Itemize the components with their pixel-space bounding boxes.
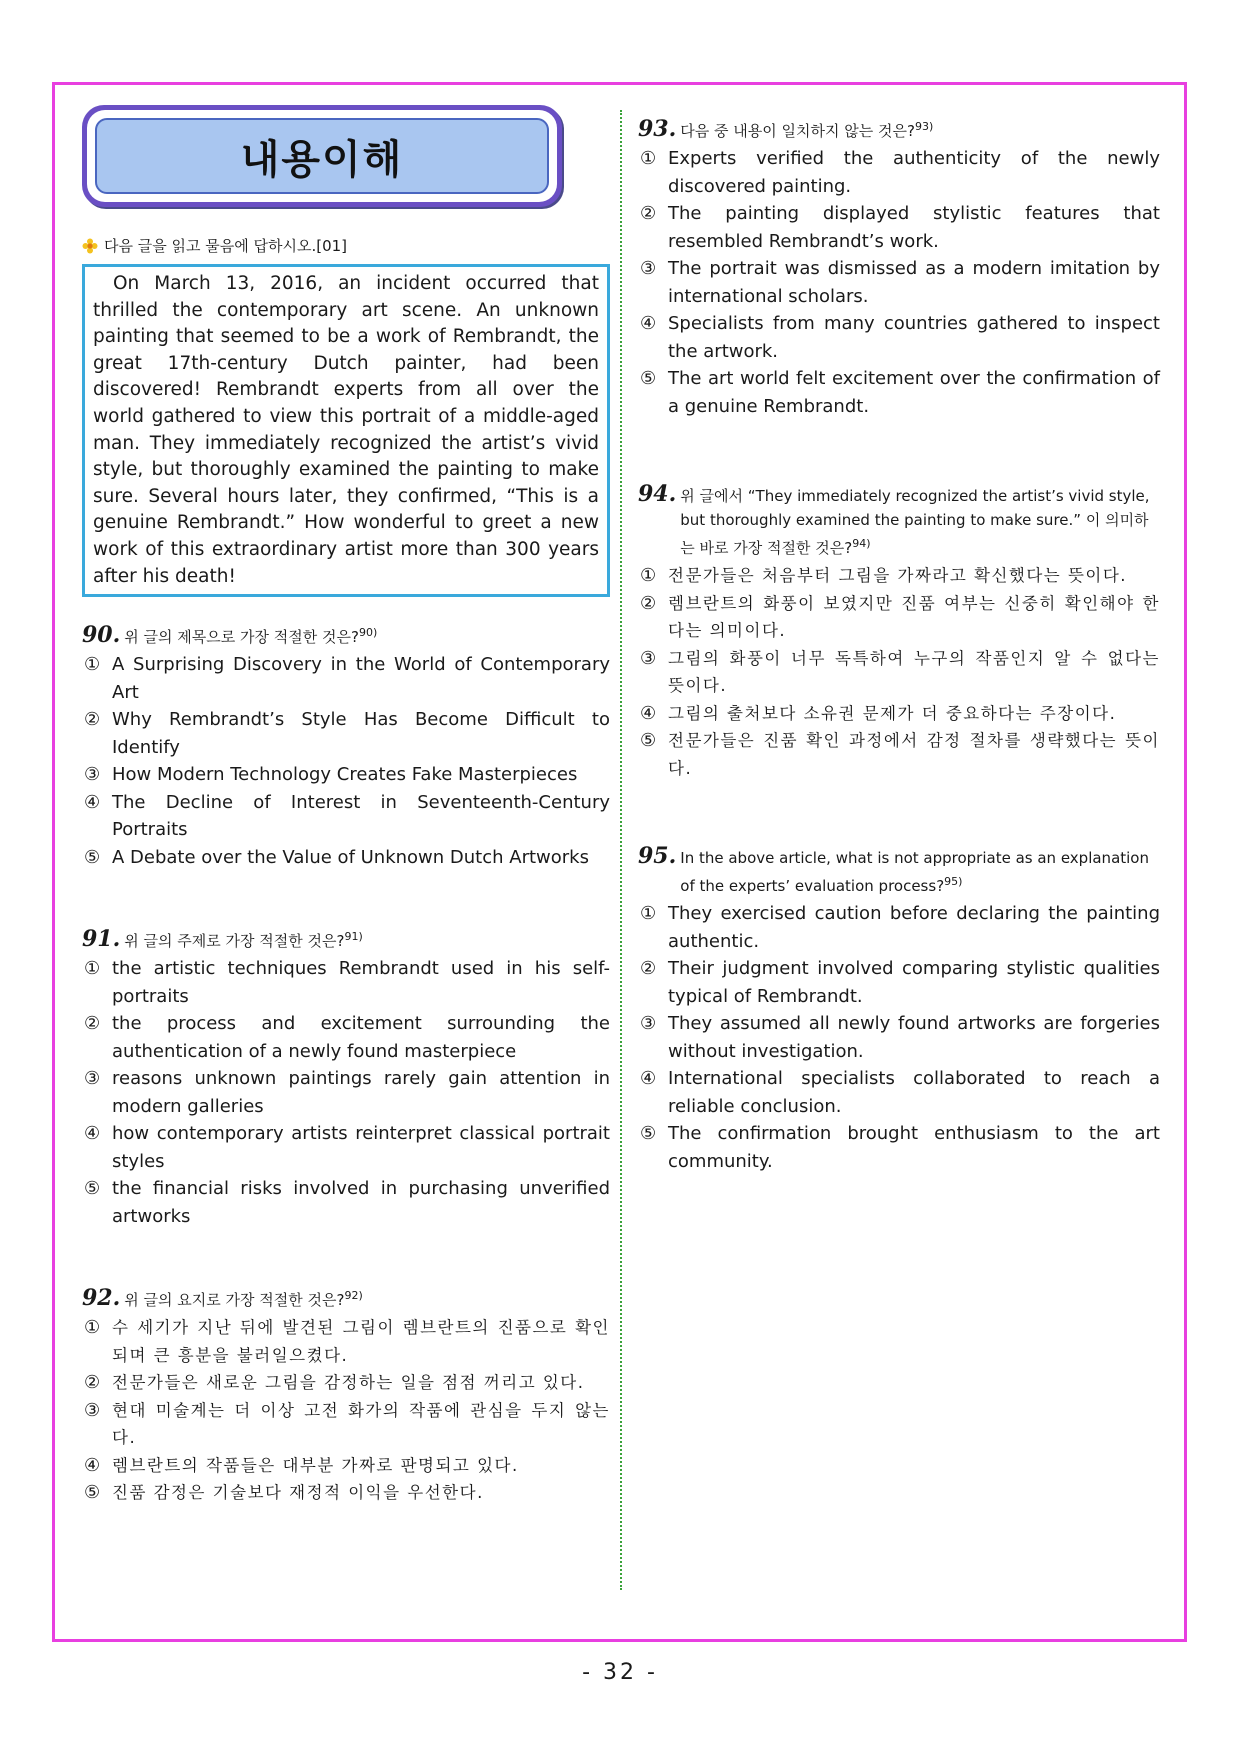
answer-option[interactable]: ⑤ 전문가들은 진품 확인 과정에서 감정 절차를 생략했다는 뜻이다. — [640, 730, 1160, 778]
section-title: 내용이해 — [240, 136, 404, 183]
question-94 — [638, 482, 1160, 782]
instruction — [82, 235, 610, 256]
footnote-ref: 92) — [344, 1289, 363, 1303]
question-92 — [82, 1284, 610, 1507]
footnote-ref: 94) — [852, 537, 871, 550]
answer-option[interactable]: ② 렘브란트의 화풍이 보였지만 진품 여부는 신중히 확인해야 한다는 의미이다. — [640, 592, 1160, 640]
answer-option[interactable]: ⑤ 진품 감정은 기술보다 재정적 이익을 우선한다. — [84, 1482, 484, 1504]
question-prompt: 위 글에서 “They immediately recognized the artist’s vivid style, but thoroughly examined the painting to make sure.” 이 의미하는 바로 가장 적절한 것은? — [680, 487, 1150, 557]
passage-text: On March 13, 2016, an incident occurred that thrilled the contemporary art scene. An unknown painting that seemed to be a work of Rembrandt, the great 17th-century Dutch painter, had been discovered! Rembrandt experts from all over the world gathered to view this portrait of a middle-aged man. They immediately recognized the artist’s vivid style, but thoroughly examined the painting to make sure. Several hours later, they confirmed, “This is a genuine Rembrandt.” How wonderful to greet a new work of this extraordinary artist more than 300 years after his death! — [93, 273, 599, 587]
footnote-ref: 95) — [944, 875, 963, 888]
answer-options — [638, 900, 1160, 1175]
answer-option[interactable]: ① 수 세기가 지난 뒤에 발견된 그림이 렘브란트의 진품으로 확인되며 큰 흥분을 불러일으켰다. — [84, 1317, 610, 1365]
answer-option[interactable]: ⑤ The art world felt excitement over the confirmation of a genuine Rembrandt. — [640, 368, 1160, 417]
answer-option[interactable]: ③ How Modern Technology Creates Fake Masterpieces — [84, 764, 578, 786]
answer-option[interactable]: ② The painting displayed stylistic features that resembled Rembrandt’s work. — [640, 203, 1160, 252]
question-number: 92. — [82, 1285, 121, 1312]
answer-option[interactable]: ③ 현대 미술계는 더 이상 고전 화가의 작품에 관심을 두지 않는다. — [84, 1399, 610, 1448]
answer-option[interactable]: ③ The portrait was dismissed as a modern imitation by international scholars. — [640, 258, 1160, 307]
answer-option[interactable]: ② Their judgment involved comparing stylistic qualities typical of Rembrandt. — [640, 958, 1160, 1007]
question-prompt: 다음 중 내용이 일치하지 않는 것은? — [680, 122, 915, 140]
answer-option[interactable]: ④ Specialists from many countries gathered to inspect the artwork. — [640, 313, 1160, 362]
answer-option[interactable]: ② the process and excitement surrounding the authentication of a newly found masterpiece — [84, 1013, 610, 1062]
answer-option[interactable]: ③ 그림의 화풍이 너무 독특하여 누구의 작품인지 알 수 없다는 뜻이다. — [640, 647, 1160, 695]
answer-option[interactable]: ④ how contemporary artists reinterpret classical portrait styles — [84, 1123, 610, 1172]
question-prompt: In the above article, what is not appropriate as an explanation of the experts’ evaluation process? — [680, 849, 1149, 895]
answer-options — [82, 651, 610, 871]
right-column — [638, 105, 1160, 1175]
flower-icon — [82, 238, 98, 254]
answer-option[interactable]: ⑤ The confirmation brought enthusiasm to the art community. — [640, 1123, 1160, 1172]
question-91 — [82, 925, 610, 1230]
answer-option[interactable]: ④ 렘브란트의 작품들은 대부분 가짜로 판명되고 있다. — [84, 1454, 519, 1476]
footnote-ref: 90) — [358, 626, 378, 640]
question-number: 94. — [638, 481, 677, 507]
answer-option[interactable]: ④ International specialists collaborated to reach a reliable conclusion. — [640, 1068, 1160, 1117]
answer-option[interactable]: ② Why Rembrandt’s Style Has Become Difficult to Identify — [84, 709, 610, 758]
question-number: 91. — [82, 926, 121, 953]
answer-option[interactable]: ① A Surprising Discovery in the World of Contemporary Art — [84, 654, 610, 703]
instruction-text: 다음 글을 읽고 물음에 답하시오.[01] — [104, 237, 348, 255]
answer-option[interactable]: ⑤ the financial risks involved in purchasing unverified artworks — [84, 1178, 610, 1227]
question-93 — [638, 115, 1160, 420]
column-divider — [620, 110, 622, 1590]
answer-option[interactable]: ⑤ A Debate over the Value of Unknown Dutch Artworks — [84, 846, 589, 868]
answer-option[interactable]: ③ reasons unknown paintings rarely gain attention in modern galleries — [84, 1068, 610, 1117]
answer-option[interactable]: ④ The Decline of Interest in Seventeenth-Century Portraits — [84, 791, 610, 841]
answer-option[interactable]: ② 전문가들은 새로운 그림을 감정하는 일을 점점 꺼리고 있다. — [84, 1372, 585, 1394]
question-prompt: 위 글의 주제로 가장 적절한 것은? — [124, 932, 345, 951]
answer-option[interactable]: ① They exercised caution before declaring the painting authentic. — [640, 903, 1160, 952]
answer-options — [82, 1314, 610, 1507]
answer-option[interactable]: ① Experts verified the authenticity of the newly discovered painting. — [640, 148, 1160, 197]
question-95 — [638, 844, 1160, 1175]
answer-option[interactable]: ① the artistic techniques Rembrandt used in his self-portraits — [84, 958, 610, 1007]
question-number: 90. — [82, 622, 121, 649]
answer-option[interactable]: ④ 그림의 출처보다 소유권 문제가 더 중요하다는 주장이다. — [640, 702, 1117, 724]
question-prompt: 위 글의 제목으로 가장 적절한 것은? — [124, 628, 359, 647]
answer-options — [82, 955, 610, 1230]
answer-option[interactable]: ③ They assumed all newly found artworks are forgeries without investigation. — [640, 1013, 1160, 1062]
question-90 — [82, 621, 610, 871]
reading-passage — [82, 264, 610, 597]
answer-option[interactable]: ① 전문가들은 처음부터 그림을 가짜라고 확신했다는 뜻이다. — [640, 565, 1128, 586]
page-number: - 32 - — [582, 1660, 658, 1685]
question-number: 95. — [638, 843, 677, 869]
answer-options — [638, 145, 1160, 420]
section-badge — [82, 105, 562, 207]
question-number: 93. — [638, 116, 677, 142]
footnote-ref: 93) — [914, 120, 934, 133]
left-column — [82, 105, 610, 1507]
question-prompt: 위 글의 요지로 가장 적절한 것은? — [124, 1291, 345, 1310]
footnote-ref: 91) — [344, 930, 363, 944]
answer-options — [638, 562, 1160, 782]
